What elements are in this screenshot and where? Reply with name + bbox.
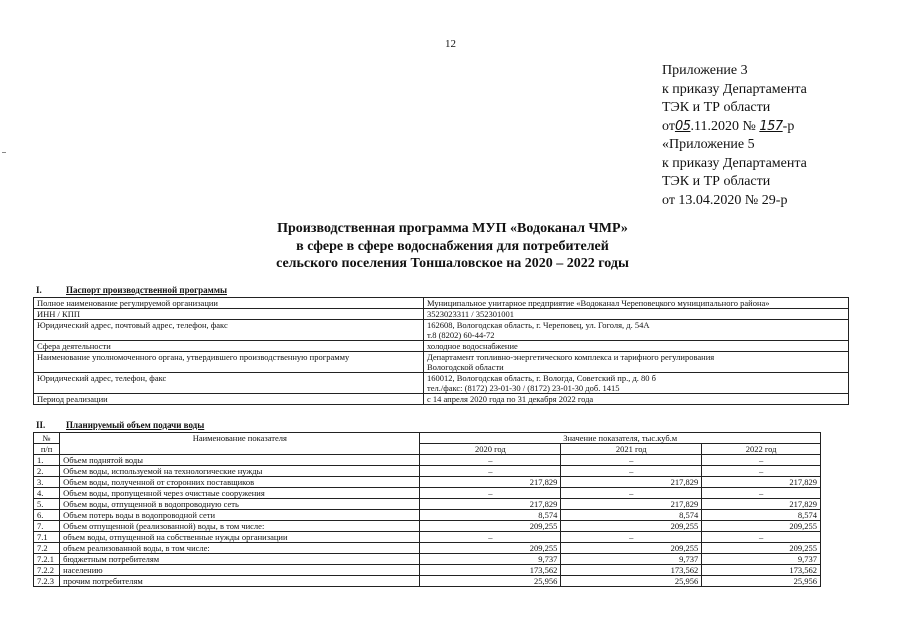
passport-row — [34, 320, 849, 341]
passport-label: ИНН / КПП — [34, 309, 424, 320]
water-volume-table — [33, 432, 821, 587]
row-value-2022: 8,574 — [702, 510, 821, 521]
row-indicator-name: Объем поднятой воды — [60, 455, 420, 466]
passport-label: Полное наименование регулируемой организации — [34, 298, 424, 309]
row-value-2022: 9,737 — [702, 554, 821, 565]
table-row — [34, 576, 821, 587]
row-value-2021: 9,737 — [561, 554, 702, 565]
row-value-2021: 8,574 — [561, 510, 702, 521]
row-value-2020: 217,829 — [420, 477, 561, 488]
row-value-2022: – — [702, 466, 821, 477]
section-title: Планируемый объем подачи воды — [66, 420, 205, 430]
row-indicator-name: Объем воды, отпущенной в водопроводную сеть — [60, 499, 420, 510]
passport-value-line: тел./факс: (8172) 23-01-30 / (8172) 23-01-30 доб. 1415 — [427, 383, 620, 393]
passport-value — [424, 373, 849, 394]
row-value-2020: – — [420, 488, 561, 499]
table-row — [34, 466, 821, 477]
header-year: 2020 год — [420, 444, 561, 455]
row-value-2021: 217,829 — [561, 477, 702, 488]
header-num-sub: п/п — [34, 444, 60, 455]
passport-label: Юридический адрес, почтовый адрес, телефон, факс — [34, 320, 424, 341]
row-value-2022: 217,829 — [702, 477, 821, 488]
passport-row — [34, 341, 849, 352]
row-indicator-name: Объем потерь воды в водопроводной сети — [60, 510, 420, 521]
passport-value-line: 162608, Вологодская область, г. Череповец, ул. Гоголя, д. 54А — [427, 320, 650, 330]
table-row — [34, 532, 821, 543]
title-line: Производственная программа МУП «Водоканал ЧМР» — [277, 221, 628, 236]
row-number: 7. — [34, 521, 60, 532]
row-value-2022: 217,829 — [702, 499, 821, 510]
row-value-2021: – — [561, 532, 702, 543]
row-number: 3. — [34, 477, 60, 488]
section-2-heading — [36, 420, 204, 430]
row-value-2021: 25,956 — [561, 576, 702, 587]
section-number: I. — [36, 285, 42, 295]
row-value-2020: 209,255 — [420, 521, 561, 532]
row-value-2022: – — [702, 532, 821, 543]
row-indicator-name: Объем отпущенной (реализованной) воды, в том числе: — [60, 521, 420, 532]
row-value-2022: – — [702, 488, 821, 499]
passport-label: Юридический адрес, телефон, факс — [34, 373, 424, 394]
row-number: 2. — [34, 466, 60, 477]
header-value: Значение показателя, тыс.куб.м — [420, 433, 821, 444]
row-number: 7.2.2 — [34, 565, 60, 576]
row-number: 6. — [34, 510, 60, 521]
passport-label: Период реализации — [34, 394, 424, 405]
row-number: 1. — [34, 455, 60, 466]
row-number: 4. — [34, 488, 60, 499]
scan-mark — [2, 152, 6, 153]
appendix-line: к приказу Департамента — [662, 155, 807, 171]
header-num: № — [34, 433, 60, 444]
passport-value — [424, 394, 849, 405]
passport-value-line: т.8 (8202) 60-44-72 — [427, 330, 495, 340]
table-row — [34, 543, 821, 554]
appendix-date-mid: .11.2020 № — [690, 118, 756, 134]
table-header-row — [34, 433, 821, 444]
passport-value-line: Департамент топливно-энергетического комплекса и тарифного регулирования — [427, 352, 715, 362]
passport-label: Наименование уполномоченного органа, утвердившего производственную программу — [34, 352, 424, 373]
row-indicator-name: объем воды, отпущенной на собственные нужды организации — [60, 532, 420, 543]
title-line: сельского поселения Тоншаловское на 2020 – 2022 годы — [276, 256, 629, 271]
section-title: Паспорт производственной программы — [66, 285, 227, 295]
row-value-2021: – — [561, 488, 702, 499]
passport-row — [34, 352, 849, 373]
row-indicator-name: населению — [60, 565, 420, 576]
row-indicator-name: Объем воды, используемой на технологические нужды — [60, 466, 420, 477]
passport-value — [424, 320, 849, 341]
passport-value-line: Муниципальное унитарное предприятие «Водоканал Череповецкого муниципального района» — [427, 298, 770, 308]
passport-value-line: 3523023311 / 352301001 — [427, 309, 515, 319]
header-year: 2021 год — [561, 444, 702, 455]
handwritten-day: 05 — [674, 118, 691, 134]
row-number: 7.2.1 — [34, 554, 60, 565]
row-value-2021: 217,829 — [561, 499, 702, 510]
header-name: Наименование показателя — [60, 433, 420, 455]
table-row — [34, 455, 821, 466]
row-number: 7.2.3 — [34, 576, 60, 587]
passport-row — [34, 298, 849, 309]
row-number: 7.1 — [34, 532, 60, 543]
row-value-2021: – — [561, 466, 702, 477]
handwritten-order-number: 157 — [759, 118, 783, 134]
row-value-2021: 173,562 — [561, 565, 702, 576]
row-value-2020: 209,255 — [420, 543, 561, 554]
appendix-line: «Приложение 5 — [662, 137, 755, 152]
row-number: 5. — [34, 499, 60, 510]
row-value-2022: 25,956 — [702, 576, 821, 587]
passport-value — [424, 298, 849, 309]
appendix-order-suffix: -р — [782, 118, 795, 134]
row-value-2020: – — [420, 532, 561, 543]
passport-value — [424, 341, 849, 352]
appendix-order-line — [662, 118, 807, 137]
row-value-2021: 209,255 — [561, 521, 702, 532]
passport-value-line: с 14 апреля 2020 года по 31 декабря 2022 года — [427, 394, 594, 404]
appendix-block — [662, 62, 807, 210]
table-row — [34, 477, 821, 488]
passport-row — [34, 373, 849, 394]
row-value-2021: 209,255 — [561, 543, 702, 554]
row-value-2020: 173,562 — [420, 565, 561, 576]
row-number: 7.2 — [34, 543, 60, 554]
row-indicator-name: прочим потребителям — [60, 576, 420, 587]
section-number: II. — [36, 420, 46, 430]
appendix-line: от 13.04.2020 № 29-р — [662, 192, 788, 208]
passport-value-line: холодное водоснабжение — [427, 341, 518, 351]
row-value-2022: 209,255 — [702, 543, 821, 554]
passport-label: Сфера деятельности — [34, 341, 424, 352]
passport-table — [33, 297, 849, 405]
passport-value — [424, 352, 849, 373]
row-value-2020: 8,574 — [420, 510, 561, 521]
table-row — [34, 510, 821, 521]
row-value-2020: 217,829 — [420, 499, 561, 510]
title-line: в сфере в сфере водоснабжения для потребителей — [296, 238, 609, 254]
table-row — [34, 554, 821, 565]
page-number: 12 — [445, 38, 456, 50]
passport-row — [34, 394, 849, 405]
appendix-line: ТЭК и ТР области — [662, 100, 771, 115]
row-value-2022: 209,255 — [702, 521, 821, 532]
table-row — [34, 488, 821, 499]
row-value-2020: 9,737 — [420, 554, 561, 565]
row-value-2020: 25,956 — [420, 576, 561, 587]
passport-value-line: 160012, Вологодская область, г. Вологда, Советский пр., д. 80 б — [427, 373, 657, 383]
row-indicator-name: Объем воды, пропущенной через очистные сооружения — [60, 488, 420, 499]
passport-value-line: Вологодской области — [427, 362, 504, 372]
row-value-2020: – — [420, 466, 561, 477]
row-indicator-name: Объем воды, полученной от сторонних поставщиков — [60, 477, 420, 488]
row-indicator-name: бюджетным потребителям — [60, 554, 420, 565]
table-row — [34, 521, 821, 532]
appendix-line: ТЭК и ТР области — [662, 174, 771, 189]
row-value-2020: – — [420, 455, 561, 466]
header-year: 2022 год — [702, 444, 821, 455]
appendix-line: Приложение 3 — [662, 63, 748, 78]
table-row — [34, 565, 821, 576]
row-value-2022: – — [702, 455, 821, 466]
passport-value — [424, 309, 849, 320]
row-value-2021: – — [561, 455, 702, 466]
appendix-date-prefix: от — [662, 118, 675, 134]
passport-row — [34, 309, 849, 320]
table-row — [34, 499, 821, 510]
row-value-2022: 173,562 — [702, 565, 821, 576]
section-1-heading — [36, 285, 227, 295]
appendix-line: к приказу Департамента — [662, 81, 807, 97]
row-indicator-name: объем реализованной воды, в том числе: — [60, 543, 420, 554]
document-title — [0, 220, 905, 273]
